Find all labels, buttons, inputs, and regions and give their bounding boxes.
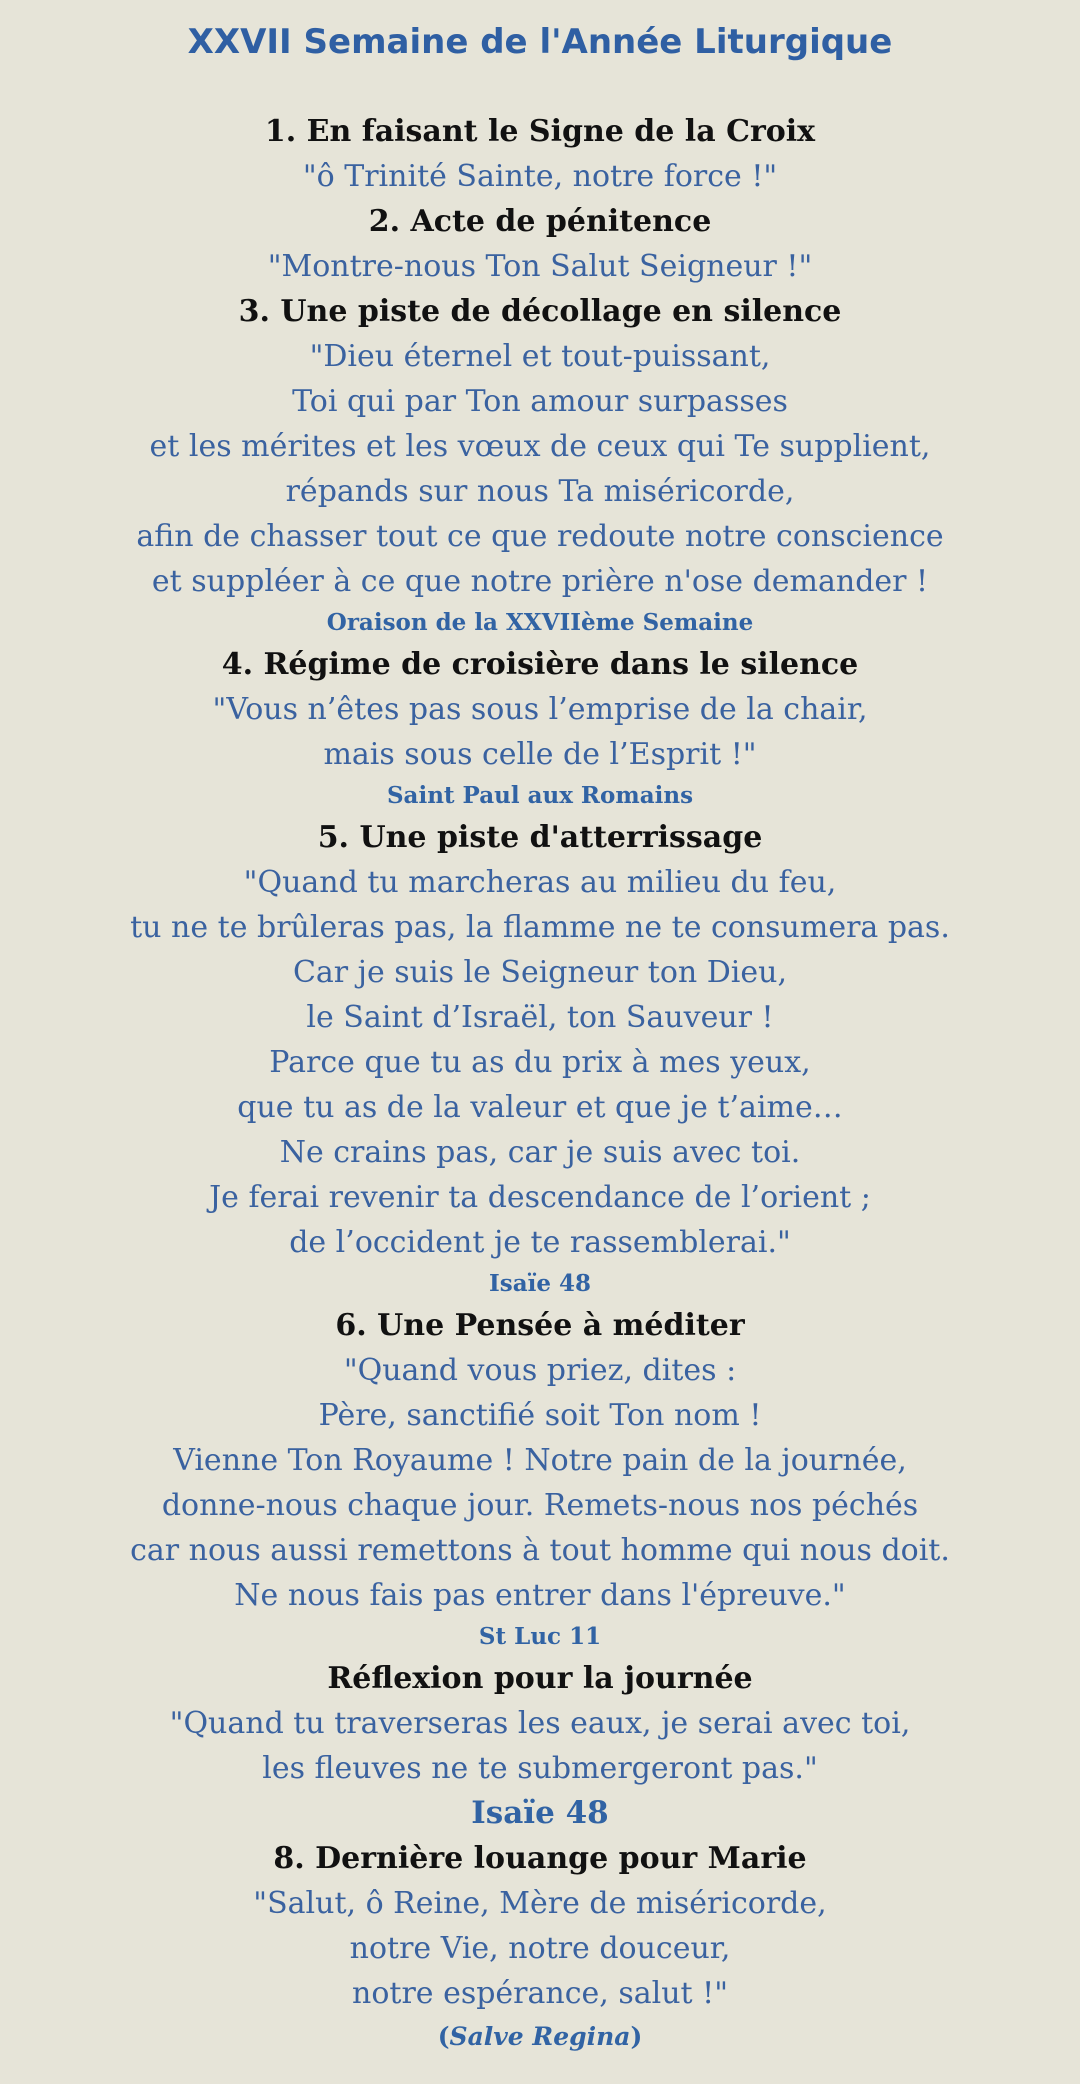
quote-line: les fleuves ne te submergeront pas." — [262, 1751, 818, 1786]
quote-line: "ô Trinité Sainte, notre force !" — [302, 159, 778, 194]
section-heading-takeoff: 3. Une piste de décollage en silence — [238, 294, 842, 329]
quote-line: tu ne te brûleras pas, la flamme ne te consumera pas. — [130, 910, 950, 945]
quote-line: et suppléer à ce que notre prière n'ose demander ! — [151, 564, 929, 599]
source-citation — [0, 2016, 1080, 2058]
quote-line: répands sur nous Ta miséricorde, — [285, 474, 795, 509]
source-title: Salve Regina — [449, 2022, 631, 2051]
quote-line: Père, sanctifié soit Ton nom ! — [318, 1398, 762, 1433]
paren-open: ( — [437, 2022, 450, 2051]
quote-line: afin de chasser tout ce que redoute notre conscience — [136, 519, 944, 554]
liturgy-content — [0, 109, 1080, 2058]
source-citation: St Luc 11 — [478, 1623, 602, 1650]
quote-line: "Quand tu traverseras les eaux, je serai avec toi, — [169, 1706, 911, 1741]
quote-line: de l’occident je te rassemblerai." — [289, 1225, 791, 1260]
quote-line: le Saint d’Israël, ton Sauveur ! — [306, 1000, 774, 1035]
quote-line: Car je suis le Seigneur ton Dieu, — [292, 955, 788, 990]
section-heading-cruise: 4. Régime de croisière dans le silence — [221, 647, 859, 682]
quote-line: et les mérites et les vœux de ceux qui Te supplient, — [149, 429, 931, 464]
quote-line: "Quand vous priez, dites : — [343, 1353, 737, 1388]
section-heading-sign-of-cross: 1. En faisant le Signe de la Croix — [264, 114, 816, 149]
section-heading-marian-praise: 8. Dernière louange pour Marie — [273, 1841, 807, 1876]
quote-line: "Dieu éternel et tout-puissant, — [309, 339, 771, 374]
quote-line: notre Vie, notre douceur, — [349, 1931, 731, 1966]
source-citation: Isaïe 48 — [471, 1795, 609, 1831]
quote-line: Vienne Ton Royaume ! Notre pain de la journée, — [173, 1443, 907, 1478]
quote-line: Ne nous fais pas entrer dans l'épreuve." — [234, 1578, 846, 1613]
quote-line: "Vous n’êtes pas sous l’emprise de la chair, — [212, 692, 868, 727]
section-heading-landing: 5. Une piste d'atterrissage — [317, 820, 763, 855]
quote-line: notre espérance, salut !" — [352, 1976, 728, 2011]
quote-line: "Montre-nous Ton Salut Seigneur !" — [267, 249, 813, 284]
quote-line: Toi qui par Ton amour surpasses — [292, 384, 788, 419]
quote-line: "Salut, ô Reine, Mère de miséricorde, — [253, 1886, 827, 1921]
quote-line: "Quand tu marcheras au milieu du feu, — [243, 865, 837, 900]
page-title: XXVII Semaine de l'Année Liturgique — [187, 22, 893, 62]
source-citation: Saint Paul aux Romains — [386, 782, 694, 809]
quote-line: Parce que tu as du prix à mes yeux, — [269, 1045, 811, 1080]
section-heading-reflection: Réflexion pour la journée — [327, 1661, 753, 1696]
section-heading-meditation: 6. Une Pensée à méditer — [335, 1308, 745, 1343]
quote-line: Je ferai revenir ta descendance de l’orient ; — [209, 1180, 871, 1215]
source-citation: Oraison de la XXVIIème Semaine — [326, 609, 754, 636]
quote-line: donne-nous chaque jour. Remets-nous nos péchés — [161, 1488, 919, 1523]
quote-line: Ne crains pas, car je suis avec toi. — [279, 1135, 801, 1170]
quote-line: car nous aussi remettons à tout homme qui nous doit. — [130, 1533, 950, 1568]
section-heading-penitence: 2. Acte de pénitence — [368, 204, 712, 239]
source-citation: Isaïe 48 — [489, 1270, 591, 1297]
paren-close: ) — [630, 2022, 643, 2051]
quote-line: mais sous celle de l’Esprit !" — [323, 737, 757, 772]
quote-line: que tu as de la valeur et que je t’aime… — [237, 1090, 843, 1125]
